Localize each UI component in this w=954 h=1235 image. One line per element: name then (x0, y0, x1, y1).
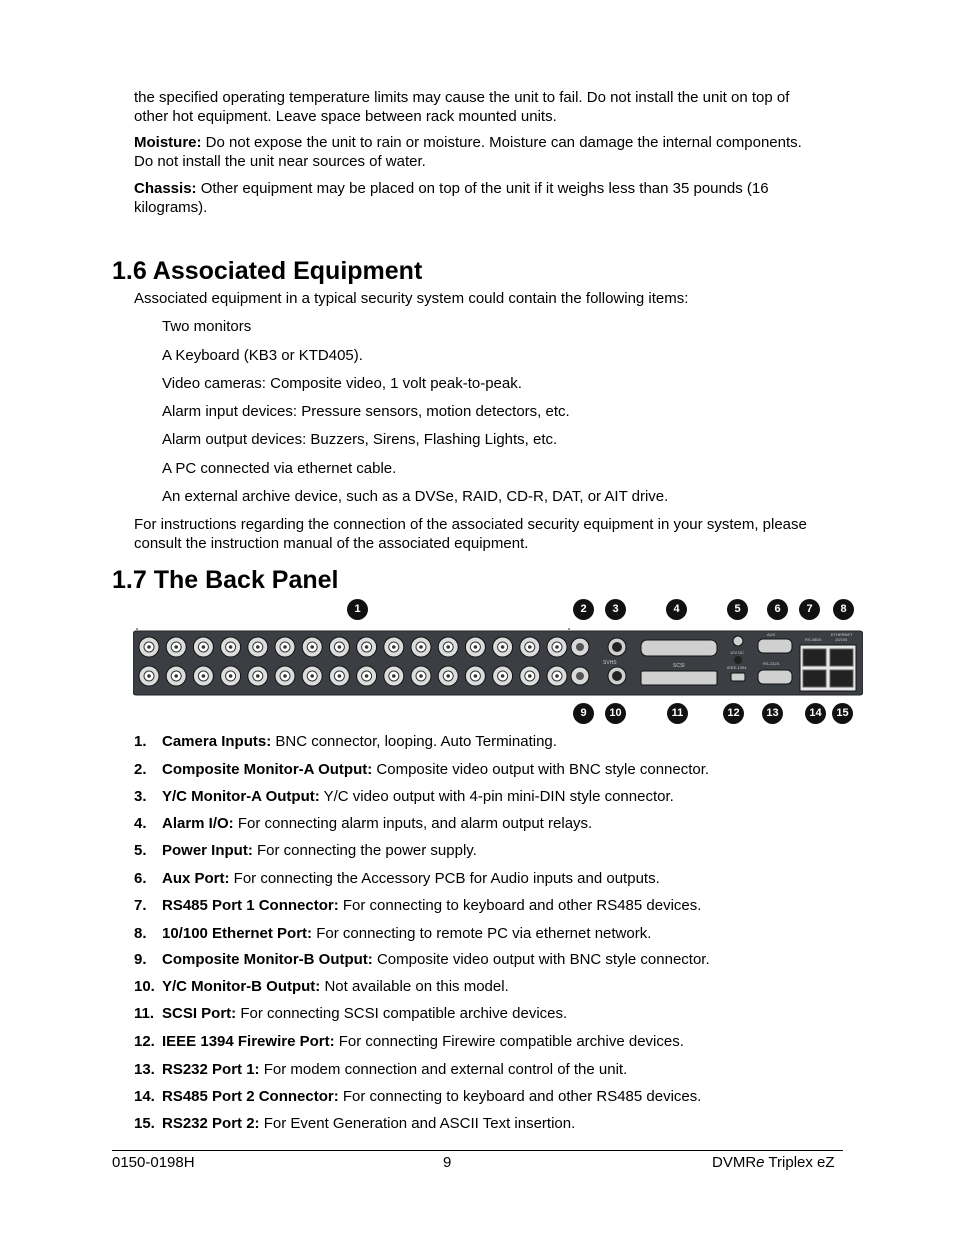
list-label: Composite Monitor-B Output: (162, 951, 373, 968)
list-text: For modem connection and external control of the unit. (259, 1061, 628, 1078)
callout-badge: 3 (605, 599, 626, 620)
bnc-connector-pin (555, 645, 559, 649)
list-number: 10. (134, 978, 155, 995)
intro-paragraph: the specified operating temperature limits may cause the unit to fail. Do not install the unit on top of other hot equipment. Leave space between rack mounted units. (134, 89, 790, 125)
list-number: 14. (134, 1088, 155, 1105)
bnc-connector-pin (446, 674, 450, 678)
section-1-6-lead: Associated equipment in a typical security system could contain the following items: (134, 290, 689, 307)
list-text: Y/C video output with 4-pin mini-DIN style connector. (319, 788, 674, 805)
back-panel-list-item (134, 1061, 627, 1079)
alarm-io-connector (641, 640, 717, 656)
list-label: Aux Port: (162, 870, 230, 887)
bnc-connector-pin (474, 674, 478, 678)
doc-number: 0150-0198H (112, 1154, 195, 1171)
back-panel-diagram (133, 628, 863, 696)
bnc-connector-pin (528, 674, 532, 678)
list-number: 3. (134, 788, 147, 805)
bnc-connector-pin (256, 674, 260, 678)
callout-badge: 13 (762, 703, 783, 724)
scsi-label: SCSI (673, 663, 685, 669)
bnc-connector-pin (202, 645, 206, 649)
list-number: 11. (134, 1005, 155, 1022)
list-number: 9. (134, 951, 147, 968)
back-panel-list-item (134, 761, 709, 779)
bnc-connector-pin (202, 674, 206, 678)
list-text: For connecting SCSI compatible archive devices. (236, 1005, 568, 1022)
bnc-connector-pin (174, 674, 178, 678)
back-panel-list-item (134, 897, 701, 915)
bnc-connector-pin (283, 645, 287, 649)
rs232-port-2 (830, 670, 853, 687)
power-input-connector (733, 636, 743, 646)
page-number: 9 (443, 1154, 452, 1171)
callout-badge: 8 (833, 599, 854, 620)
callout-badge: 5 (727, 599, 748, 620)
list-number: 4. (134, 815, 147, 832)
list-number: 1. (134, 733, 147, 750)
chassis-paragraph: Chassis: Other equipment may be placed on top of the unit if it weighs less than 35 pounds (16 kilograms). (134, 180, 769, 216)
back-panel-list-item (134, 925, 651, 943)
list-text: Composite video output with BNC style connector. (372, 951, 710, 968)
equipment-item: A Keyboard (KB3 or KTD405). (162, 347, 363, 364)
back-panel-list-item (134, 788, 674, 806)
bnc-connector-pin (555, 674, 559, 678)
list-number: 6. (134, 870, 147, 887)
list-label: RS232 Port 1: (162, 1061, 260, 1078)
list-label: Y/C Monitor-A Output: (162, 788, 320, 805)
rs232-label: RS-232/1 (763, 661, 780, 666)
moisture-label: Moisture: (134, 134, 202, 151)
back-panel-list-item (134, 842, 477, 860)
chassis-label: Chassis: (134, 180, 197, 197)
bnc-connector-pin (338, 645, 342, 649)
equipment-item: An external archive device, such as a DVSe, RAID, CD-R, DAT, or AIT drive. (162, 488, 669, 505)
bnc-connector-pin (283, 674, 287, 678)
bnc-connector-pin (310, 674, 314, 678)
list-text: Composite video output with BNC style connector. (372, 761, 710, 778)
bnc-connector-pin (229, 645, 233, 649)
moisture-paragraph: Moisture: Do not expose the unit to rain or moisture. Moisture can damage the internal components. Do not install the unit near sources of water. (134, 134, 802, 170)
ethernet-port (830, 649, 853, 666)
list-text: For Event Generation and ASCII Text insertion. (259, 1115, 576, 1132)
callout-badge: 1 (347, 599, 368, 620)
list-number: 12. (134, 1033, 155, 1050)
equipment-item: Video cameras: Composite video, 1 volt peak-to-peak. (162, 375, 522, 392)
equipment-item: Alarm output devices: Buzzers, Sirens, Flashing Lights, etc. (162, 431, 558, 448)
bnc-connector-pin (229, 674, 233, 678)
rs485-port-1 (803, 649, 826, 666)
rs485-port-2 (803, 670, 826, 687)
aux-port-connector (758, 639, 792, 653)
list-label: Power Input: (162, 842, 253, 859)
ethernet-speed-label: 10/100 (835, 637, 848, 642)
list-text: For connecting to remote PC via ethernet network. (312, 925, 652, 942)
bnc-connector-pin (392, 645, 396, 649)
list-label: 10/100 Ethernet Port: (162, 925, 313, 942)
list-text: Not available on this model. (320, 978, 509, 995)
callout-badge: 9 (573, 703, 594, 724)
back-panel-list-item (134, 870, 660, 888)
ieee-label: IEEE-1394 (727, 665, 747, 670)
list-label: IEEE 1394 Firewire Port: (162, 1033, 335, 1050)
list-label: Camera Inputs: (162, 733, 272, 750)
svhs-label: SVHS (603, 660, 617, 666)
rs232-port-connector (758, 670, 792, 684)
bnc-connector-pin (365, 645, 369, 649)
list-number: 8. (134, 925, 147, 942)
callout-badge: 12 (723, 703, 744, 724)
list-number: 7. (134, 897, 147, 914)
bnc-connector-pin (501, 674, 505, 678)
bnc-connector-pin (147, 645, 151, 649)
bnc-connector-pin (419, 645, 423, 649)
callout-badge: 2 (573, 599, 594, 620)
section-1-6-heading: 1.6 Associated Equipment (112, 257, 423, 285)
back-panel-list-item (134, 951, 710, 969)
list-label: SCSI Port: (162, 1005, 237, 1022)
back-panel-list-item (134, 733, 557, 751)
list-text: For connecting alarm inputs, and alarm output relays. (233, 815, 593, 832)
back-panel-list-item (134, 815, 592, 833)
list-label: Composite Monitor-A Output: (162, 761, 373, 778)
equipment-item: Two monitors (162, 318, 252, 335)
ethernet-label: ETHERNET (831, 632, 853, 637)
volts-label: 12V DC (730, 650, 745, 655)
bnc-connector-pin (338, 674, 342, 678)
list-text: For connecting the Accessory PCB for Audio inputs and outputs. (229, 870, 660, 887)
back-panel-list-item (134, 1005, 567, 1023)
list-text: For connecting Firewire compatible archive devices. (334, 1033, 684, 1050)
scsi-connector (641, 671, 717, 685)
bnc-connector-pin (310, 645, 314, 649)
list-text: For connecting to keyboard and other RS485 devices. (338, 897, 702, 914)
footer-rule (112, 1150, 843, 1151)
bnc-connector-pin (392, 674, 396, 678)
bnc-connector-pin (501, 645, 505, 649)
bnc-connector-pin (174, 645, 178, 649)
list-label: Alarm I/O: (162, 815, 234, 832)
bnc-connector-pin (528, 645, 532, 649)
back-panel-list-item (134, 1088, 701, 1106)
aux-label: AUX (767, 632, 776, 637)
callout-badge: 7 (799, 599, 820, 620)
product-name: DVMRe Triplex eZ (712, 1154, 835, 1171)
list-text: BNC connector, looping. Auto Terminating. (271, 733, 557, 750)
list-number: 15. (134, 1115, 155, 1132)
back-panel-list-item (134, 978, 509, 996)
bnc-connector-pin (446, 645, 450, 649)
bnc-connector-pin (256, 645, 260, 649)
section-1-6-closing: For instructions regarding the connection of the associated security equipment in your system, please consult the instruction manual of the associated equipment. (134, 516, 807, 552)
bnc-connector-pin (419, 674, 423, 678)
callout-badge: 6 (767, 599, 788, 620)
callout-badge: 11 (667, 703, 688, 724)
callout-badge: 14 (805, 703, 826, 724)
bnc-connector-pin (365, 674, 369, 678)
callout-badge: 4 (666, 599, 687, 620)
list-text: For connecting to keyboard and other RS485 devices. (338, 1088, 702, 1105)
bnc-connector-pin (474, 645, 478, 649)
list-text: For connecting the power supply. (252, 842, 477, 859)
list-label: RS232 Port 2: (162, 1115, 260, 1132)
list-label: RS485 Port 1 Connector: (162, 897, 339, 914)
callout-badge: 10 (605, 703, 626, 724)
rs485-label: RS-485/1 (805, 637, 822, 642)
list-label: RS485 Port 2 Connector: (162, 1088, 339, 1105)
back-panel-list-item (134, 1033, 684, 1051)
callout-badge: 15 (832, 703, 853, 724)
equipment-item: A PC connected via ethernet cable. (162, 460, 397, 477)
list-number: 13. (134, 1061, 155, 1078)
firewire-connector (731, 673, 745, 681)
list-number: 2. (134, 761, 147, 778)
list-label: Y/C Monitor-B Output: (162, 978, 321, 995)
back-panel-list-item (134, 1115, 575, 1133)
list-number: 5. (134, 842, 147, 859)
bnc-connector-pin (147, 674, 151, 678)
section-1-7-heading: 1.7 The Back Panel (112, 566, 339, 594)
equipment-item: Alarm input devices: Pressure sensors, motion detectors, etc. (162, 403, 570, 420)
